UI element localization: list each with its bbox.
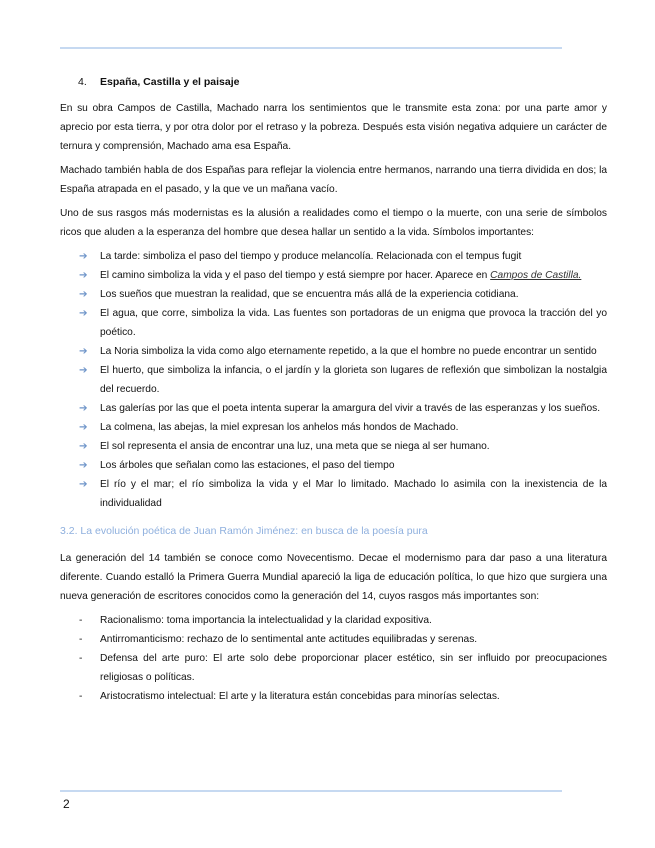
page-number: 2 xyxy=(63,797,70,811)
dash-bullet: - xyxy=(79,615,83,626)
list-item: ➔ El camino simboliza la vida y el paso del tiempo y está siempre por hacer. Aparece en Campos de Castilla. xyxy=(60,266,607,285)
section-heading xyxy=(60,73,607,92)
section-title: España, Castilla y el paisaje xyxy=(100,76,240,88)
dash-bullet: - xyxy=(79,634,83,645)
paragraph: En su obra Campos de Castilla, Machado narra los sentimientos que le transmite esta zona: por una parte amor y aprecio por esta tierra, y por otra dolor por el retraso y la pobreza. Después esta visión negativa adquiere un carácter de ternura y comprensión, Machado ama esa España. xyxy=(60,103,607,152)
paragraph: Uno de sus rasgos más modernistas es la alusión a realidades como el tiempo o la muerte, con una serie de símbolos ricos que aluden a la esperanza del hombre que desea hallar un sentido a la vida. Símbolos importantes: xyxy=(60,208,607,238)
list-item: - Aristocratismo intelectual: El arte y la literatura están concebidas para minorías selectas. xyxy=(60,687,607,706)
list-item: ➔ El huerto, que simboliza la infancia, o el jardín y la glorieta son lugares de reflexión que simbolizan la nostalgia del recuerdo. xyxy=(60,361,607,399)
subsection-heading: 3.2. La evolución poética de Juan Ramón Jiménez: en busca de la poesía pura xyxy=(60,525,428,537)
footer-rule xyxy=(60,790,562,792)
section-number: 4. xyxy=(78,76,87,88)
paragraph: Machado también habla de dos Españas para reflejar la violencia entre hermanos, narrando una tierra dividida en dos; la España atrapada en el pasado, y la que ve un mañana vacío. xyxy=(60,165,607,195)
arrow-icon: ➔ xyxy=(79,365,88,376)
list-item: - Antirromanticismo: rechazo de lo sentimental ante actitudes equilibradas y serenas. xyxy=(60,630,607,649)
list-item: ➔ Las galerías por las que el poeta intenta superar la amargura del vivir a través de las esperanzas y los sueños. xyxy=(60,399,607,418)
arrow-icon: ➔ xyxy=(79,289,88,300)
list-item: ➔ El agua, que corre, simboliza la vida. Las fuentes son portadoras de un enigma que provoca la tracción del yo poético. xyxy=(60,304,607,342)
dash-bullet: - xyxy=(79,691,83,702)
arrow-icon: ➔ xyxy=(79,479,88,490)
arrow-icon: ➔ xyxy=(79,422,88,433)
arrow-icon: ➔ xyxy=(79,346,88,357)
dash-bullet: - xyxy=(79,653,83,664)
page-content xyxy=(60,73,607,706)
list-item: ➔ La Noria simboliza la vida como algo eternamente repetido, a la que el hombre no puede encontrar un sentido xyxy=(60,342,607,361)
arrow-icon: ➔ xyxy=(79,441,88,452)
arrow-icon: ➔ xyxy=(79,270,88,281)
list-item: - Racionalismo: toma importancia la intelectualidad y la claridad expositiva. xyxy=(60,611,607,630)
list-item: ➔ El sol representa el ansia de encontrar una luz, una meta que se niega al ser humano. xyxy=(60,437,607,456)
header-rule xyxy=(60,47,562,49)
list-item: ➔ La tarde: simboliza el paso del tiempo y produce melancolía. Relacionada con el tempus fugit xyxy=(60,247,607,266)
arrow-icon: ➔ xyxy=(79,251,88,262)
arrow-icon: ➔ xyxy=(79,403,88,414)
campos-de-castilla-link[interactable]: Campos de Castilla. xyxy=(490,270,582,281)
arrow-icon: ➔ xyxy=(79,308,88,319)
list-item: ➔ Los sueños que muestran la realidad, que se encuentra más allá de la experiencia cotidiana. xyxy=(60,285,607,304)
list-item: ➔ La colmena, las abejas, la miel expresan los anhelos más hondos de Machado. xyxy=(60,418,607,437)
arrow-icon: ➔ xyxy=(79,460,88,471)
list-item: ➔ Los árboles que señalan como las estaciones, el paso del tiempo xyxy=(60,456,607,475)
traits-list xyxy=(60,611,607,706)
paragraph: La generación del 14 también se conoce como Novecentismo. Decae el modernismo para dar paso a una literatura diferente. Cuando estalló la Primera Guerra Mundial apareció la liga de educación política, lo que hizo que surgiera una nueva generación de escritores conocidos como la generación del 14, cuyos rasgos más importantes son: xyxy=(60,553,607,602)
list-item: - Defensa del arte puro: El arte solo debe proporcionar placer estético, sin ser influido por preocupaciones religiosas o políticas. xyxy=(60,649,607,687)
list-item: ➔ El río y el mar; el río simboliza la vida y el Mar lo limitado. Machado lo asimila con la inexistencia de la individualidad xyxy=(60,475,607,513)
symbols-list xyxy=(60,247,607,513)
